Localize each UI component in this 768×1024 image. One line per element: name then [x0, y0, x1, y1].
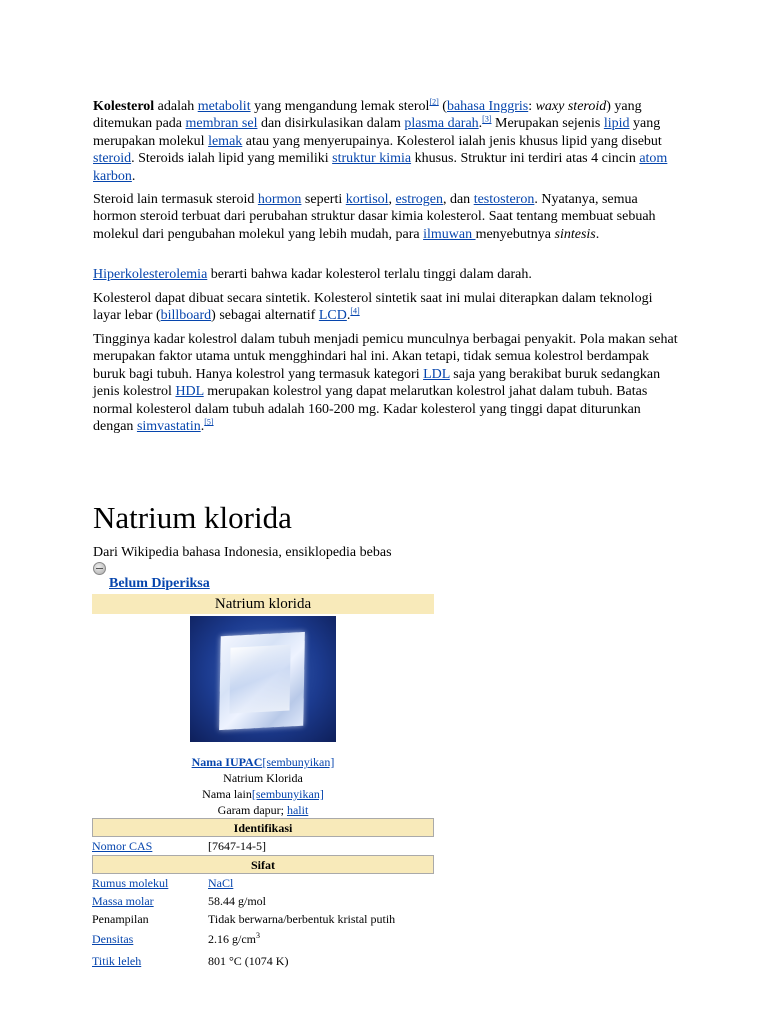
text: adalah — [154, 99, 198, 114]
text: atau yang menyerupainya. Kolesterol ialah jenis khusus lipid yang disebut — [242, 133, 662, 149]
row-appearance — [92, 910, 434, 928]
molar-mass-label-link[interactable]: Massa molar — [92, 894, 154, 908]
text: saja yang berakibat buruk sedangkan jenis kolestrol — [93, 366, 661, 400]
link-simvastatin[interactable]: simvastatin — [136, 419, 201, 435]
paragraph-steroid — [93, 191, 678, 243]
text: dan disirkulasikan dalam — [257, 116, 405, 132]
link-membran-sel[interactable]: membran sel — [185, 116, 258, 132]
term-sintesis: sintesis — [554, 226, 596, 242]
text: . — [200, 419, 205, 435]
text: Steroid lain termasuk steroid — [93, 192, 258, 207]
other-names-label: Nama lain — [202, 787, 252, 801]
text: : — [528, 99, 536, 114]
review-status-link[interactable]: Belum Diperiksa — [109, 576, 210, 591]
iupac-name-link[interactable]: Nama IUPAC — [191, 755, 263, 769]
link-hormon[interactable]: hormon — [257, 192, 302, 207]
link-metabolit[interactable]: metabolit — [197, 99, 251, 114]
ref-2[interactable]: [2] — [429, 97, 439, 107]
page-subtitle: Dari Wikipedia bahasa Indonesia, ensiklopedia bebas — [93, 545, 392, 560]
ref-3[interactable]: [3] — [482, 114, 492, 124]
text: . — [131, 168, 136, 184]
text: ) yang ditemukan pada — [93, 99, 642, 132]
link-plasma-darah[interactable]: plasma darah — [404, 116, 479, 132]
row-cas — [92, 837, 434, 855]
melting-label-link[interactable]: Titik leleh — [92, 954, 142, 968]
section-sifat: Sifat — [92, 855, 434, 874]
density-label-link[interactable]: Densitas — [92, 932, 134, 946]
link-hdl[interactable]: HDL — [175, 384, 204, 400]
density-exponent: 3 — [256, 931, 260, 940]
density-value — [208, 928, 260, 950]
row-formula — [92, 874, 434, 892]
row-molar-mass — [92, 892, 434, 910]
density-text: 2.16 g/cm — [208, 932, 256, 946]
text: . Nyatanya, semua hormon steroid terbuat dari perubahan struktur dasar kimia kolesterol. Saat tentang membuat sebuah molekul dari pengubahan molekul yang lebih mudah, para — [93, 192, 656, 242]
link-ldl[interactable]: LDL — [423, 366, 450, 382]
salt-crystal-image — [190, 616, 336, 742]
hide-iupac-link[interactable]: [sembunyikan] — [262, 755, 335, 769]
row-melting-point — [92, 952, 434, 970]
infobox-title: Natrium klorida — [92, 594, 434, 614]
text: yang merupakan molekul — [93, 116, 661, 149]
link-lcd[interactable]: LCD — [318, 308, 347, 324]
iupac-name-row — [92, 754, 434, 770]
paragraph-sintetik — [93, 290, 678, 325]
formula-value-link[interactable]: NaCl — [208, 876, 234, 890]
paragraph-kadar-kolestrol — [93, 331, 678, 435]
text: seperti — [301, 192, 346, 207]
melting-value: 801 °C (1074 K) — [208, 954, 289, 968]
paragraph-hiperkolesterolemia — [93, 266, 678, 283]
section-identifikasi: Identifikasi — [92, 818, 434, 837]
other-names-text: Garam dapur; — [217, 803, 287, 817]
link-lipid[interactable]: lipid — [603, 116, 630, 132]
appearance-label: Penampilan — [92, 912, 149, 926]
text: . — [595, 226, 600, 242]
text: menyebutnya — [475, 226, 555, 242]
text: Merupakan sejenis — [491, 116, 604, 132]
ref-4[interactable]: [4] — [350, 306, 360, 316]
ref-5[interactable]: [5] — [204, 417, 214, 427]
other-names-value — [92, 802, 434, 818]
iupac-name-value: Natrium Klorida — [223, 771, 303, 785]
link-lemak[interactable]: lemak — [208, 133, 243, 149]
term-waxy-steroid: waxy steroid — [535, 99, 607, 114]
text: yang mengandung lemak sterol — [250, 99, 430, 114]
term-kolesterol: Kolesterol — [93, 99, 155, 114]
text: , dan — [442, 192, 474, 207]
text: . — [478, 116, 483, 132]
link-kortisol[interactable]: kortisol — [345, 192, 389, 207]
page-title: Natrium klorida — [93, 500, 292, 535]
cas-value: [7647-14-5] — [208, 839, 266, 853]
infobox — [92, 594, 434, 970]
formula-label-link[interactable]: Rumus molekul — [92, 876, 169, 890]
link-struktur-kimia[interactable]: struktur kimia — [332, 151, 412, 167]
link-karbon[interactable]: karbon — [93, 168, 132, 184]
text: Tingginya kadar kolestrol dalam tubuh menjadi pemicu munculnya berbagai penyakit. Pola makan sehat merupakan faktor utama untuk mengghindari hal ini. Akan tetapi, tidak semua kolestrol berdampak buruk bagi tubuh. Hanya kolestrol yang termasuk kategori — [93, 332, 678, 382]
appearance-value: Tidak berwarna/berbentuk kristal putih — [208, 912, 396, 926]
text: Kolesterol dapat dibuat secara sintetik. Kolesterol sintetik saat ini mulai diterapkan dalam teknologi layar lebar ( — [93, 291, 653, 324]
link-hiperkolesterolemia[interactable]: Hiperkolesterolemia — [93, 267, 208, 282]
text: berarti bahwa kadar kolesterol terlalu tinggi dalam darah. — [207, 267, 532, 282]
text: . — [346, 308, 351, 324]
link-ilmuwan[interactable]: ilmuwan — [423, 226, 476, 242]
review-status-icon — [93, 562, 106, 575]
link-steroid[interactable]: steroid — [93, 151, 132, 167]
text: merupakan kolestrol yang dapat melarutkan kolestrol jahat dalam tubuh. Batas normal kolesterol dalam tubuh adalah 160-200 mg. Kadar kolesterol yang tinggi dapat diturunkan dengan — [93, 384, 648, 435]
row-density — [92, 928, 434, 950]
text: ) sebagai alternatif — [211, 308, 319, 324]
text: khusus. Struktur ini terdiri atas 4 cincin — [411, 151, 640, 167]
other-names-row — [92, 786, 434, 802]
link-atom[interactable]: atom — [639, 151, 668, 167]
link-estrogen[interactable]: estrogen — [395, 192, 443, 207]
cas-label-link[interactable]: Nomor CAS — [92, 839, 153, 853]
hide-other-names-link[interactable]: [sembunyikan] — [251, 787, 324, 801]
link-halit[interactable]: halit — [286, 803, 309, 817]
link-bahasa-inggris[interactable]: bahasa Inggris — [446, 99, 529, 114]
paragraph-kolesterol-intro — [93, 98, 678, 185]
link-testosteron[interactable]: testosteron — [473, 192, 535, 207]
text: , — [388, 192, 396, 207]
text: ( — [438, 99, 447, 114]
link-billboard[interactable]: billboard — [160, 308, 212, 324]
text: . Steroids ialah lipid yang memiliki — [131, 151, 333, 167]
molar-mass-value: 58.44 g/mol — [208, 894, 267, 908]
